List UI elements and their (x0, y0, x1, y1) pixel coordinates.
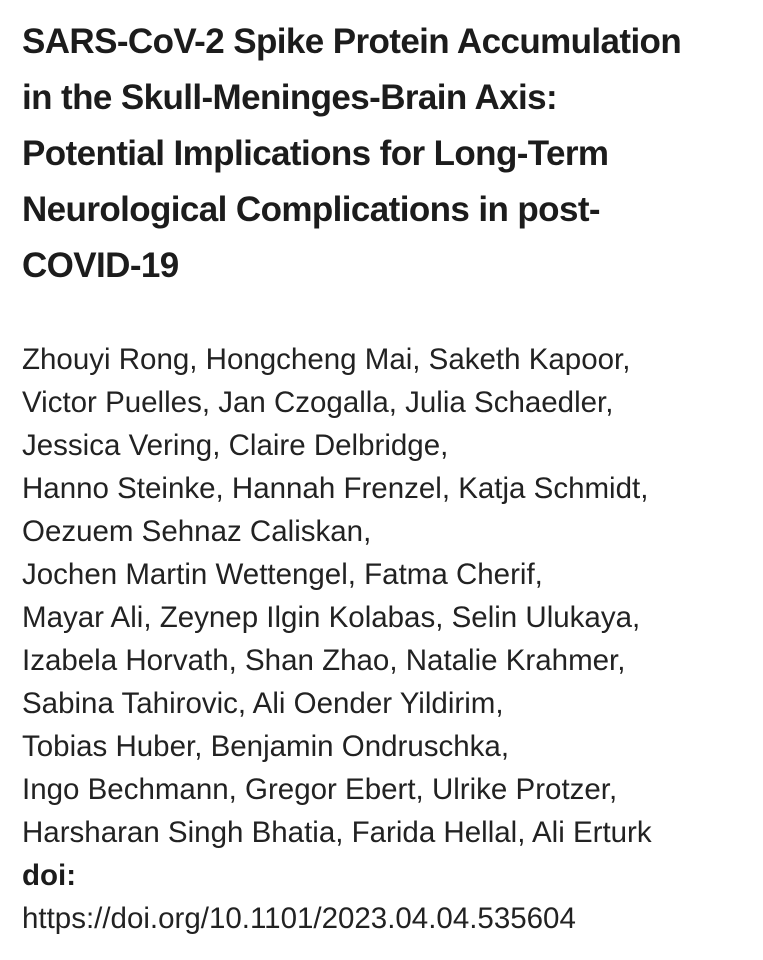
paper-title (22, 14, 752, 294)
doi-link[interactable]: https://doi.org/10.1101/2023.04.04.535604 (22, 902, 576, 935)
author-line: Tobias Huber, Benjamin Ondruschka, (22, 730, 510, 763)
author-line: Hanno Steinke, Hannah Frenzel, Katja Schmidt, (22, 472, 649, 505)
title-line: COVID-19 (22, 246, 179, 285)
author-line: Oezuem Sehnaz Caliskan, (22, 515, 372, 548)
paper-page (22, 14, 752, 942)
author-line: Jessica Vering, Claire Delbridge, (22, 429, 449, 462)
author-line: Sabina Tahirovic, Ali Oender Yildirim, (22, 687, 504, 720)
author-line: Victor Puelles, Jan Czogalla, Julia Schaedler, (22, 386, 614, 419)
author-line: Zhouyi Rong, Hongcheng Mai, Saketh Kapoor, (22, 343, 631, 376)
author-line: Jochen Martin Wettengel, Fatma Cherif, (22, 558, 543, 591)
title-line: SARS-CoV-2 Spike Protein Accumulation (22, 22, 682, 61)
title-line: Potential Implications for Long-Term (22, 134, 609, 173)
author-line: Ingo Bechmann, Gregor Ebert, Ulrike Protzer, (22, 773, 618, 806)
author-list (22, 338, 752, 854)
author-line: Harsharan Singh Bhatia, Farida Hellal, Ali Erturk (22, 816, 652, 849)
title-line: Neurological Complications in post- (22, 190, 600, 229)
title-line: in the Skull-Meninges-Brain Axis: (22, 78, 558, 117)
doi-label: doi: (22, 859, 77, 892)
author-line: Izabela Horvath, Shan Zhao, Natalie Krahmer, (22, 644, 626, 677)
author-line: Mayar Ali, Zeynep Ilgin Kolabas, Selin Ulukaya, (22, 601, 641, 634)
